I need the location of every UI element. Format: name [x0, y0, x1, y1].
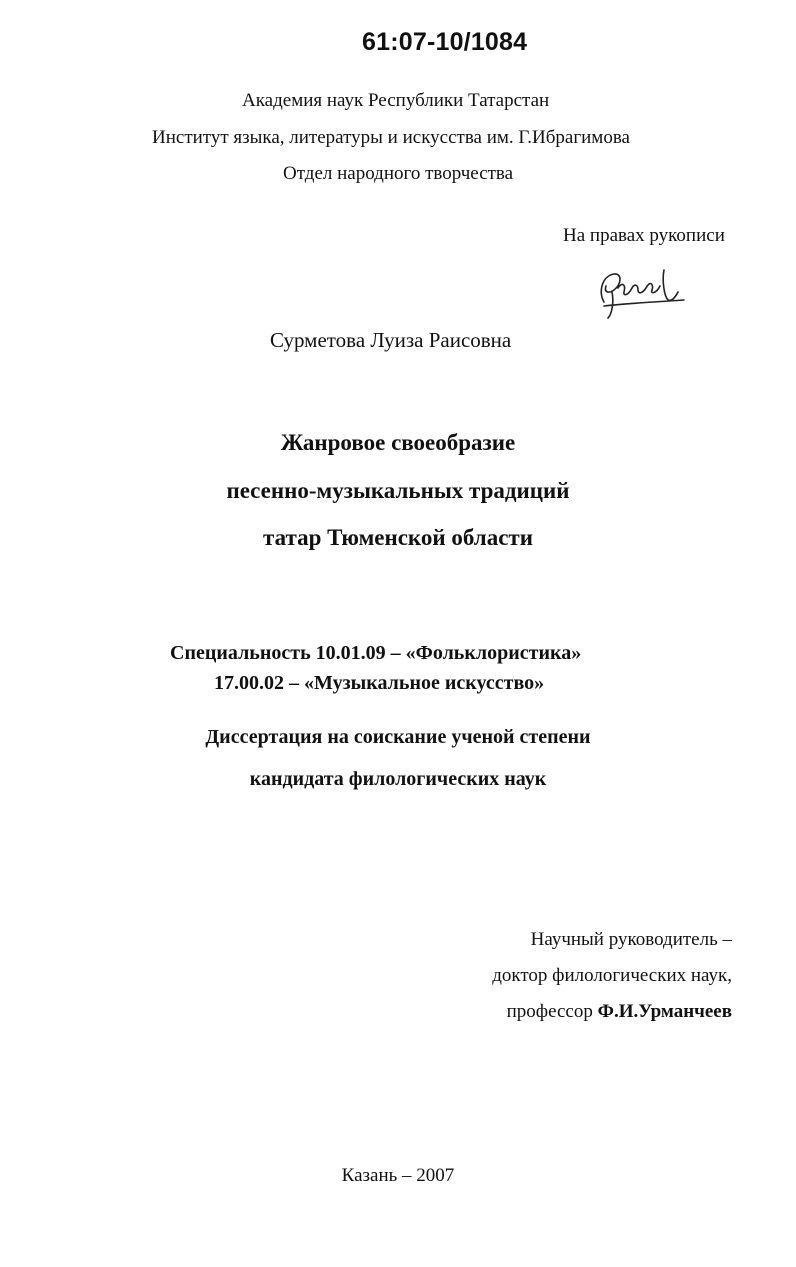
- department-name: Отдел народного творчества: [283, 163, 514, 184]
- supervisor-degree: доктор филологических наук,: [492, 965, 732, 986]
- title-line-2: песенно-музыкальных традиций: [226, 478, 570, 503]
- author-name: Сурметова Луиза Раисовна: [270, 328, 512, 352]
- specialty-line-1: Специальность 10.01.09 – «Фольклористика»: [170, 642, 582, 664]
- degree-line-2: кандидата филологических наук: [249, 768, 547, 790]
- signature-icon: [592, 262, 692, 322]
- title-line-3: татар Тюменской области: [263, 525, 533, 550]
- degree-line-1: Диссертация на соискание ученой степени: [205, 726, 591, 748]
- institute-name: Институт языка, литературы и искусства им. Г.Ибрагимова: [152, 127, 630, 148]
- supervisor-name: Ф.И.Урманчеев: [597, 1001, 732, 1022]
- shelf-mark: 61:07-10/1084: [362, 28, 528, 56]
- place-year: Казань – 2007: [341, 1165, 455, 1186]
- supervisor-role: Научный руководитель –: [530, 929, 732, 950]
- academy-name: Академия наук Республики Татарстан: [242, 90, 550, 111]
- title-line-1: Жанровое своеобразие: [280, 430, 516, 455]
- supervisor-position: профессор: [506, 1001, 593, 1022]
- specialty-line-2: 17.00.02 – «Музыкальное искусство»: [214, 672, 545, 694]
- rights-note: На правах рукописи: [563, 225, 725, 246]
- supervisor-line: [507, 1001, 732, 1023]
